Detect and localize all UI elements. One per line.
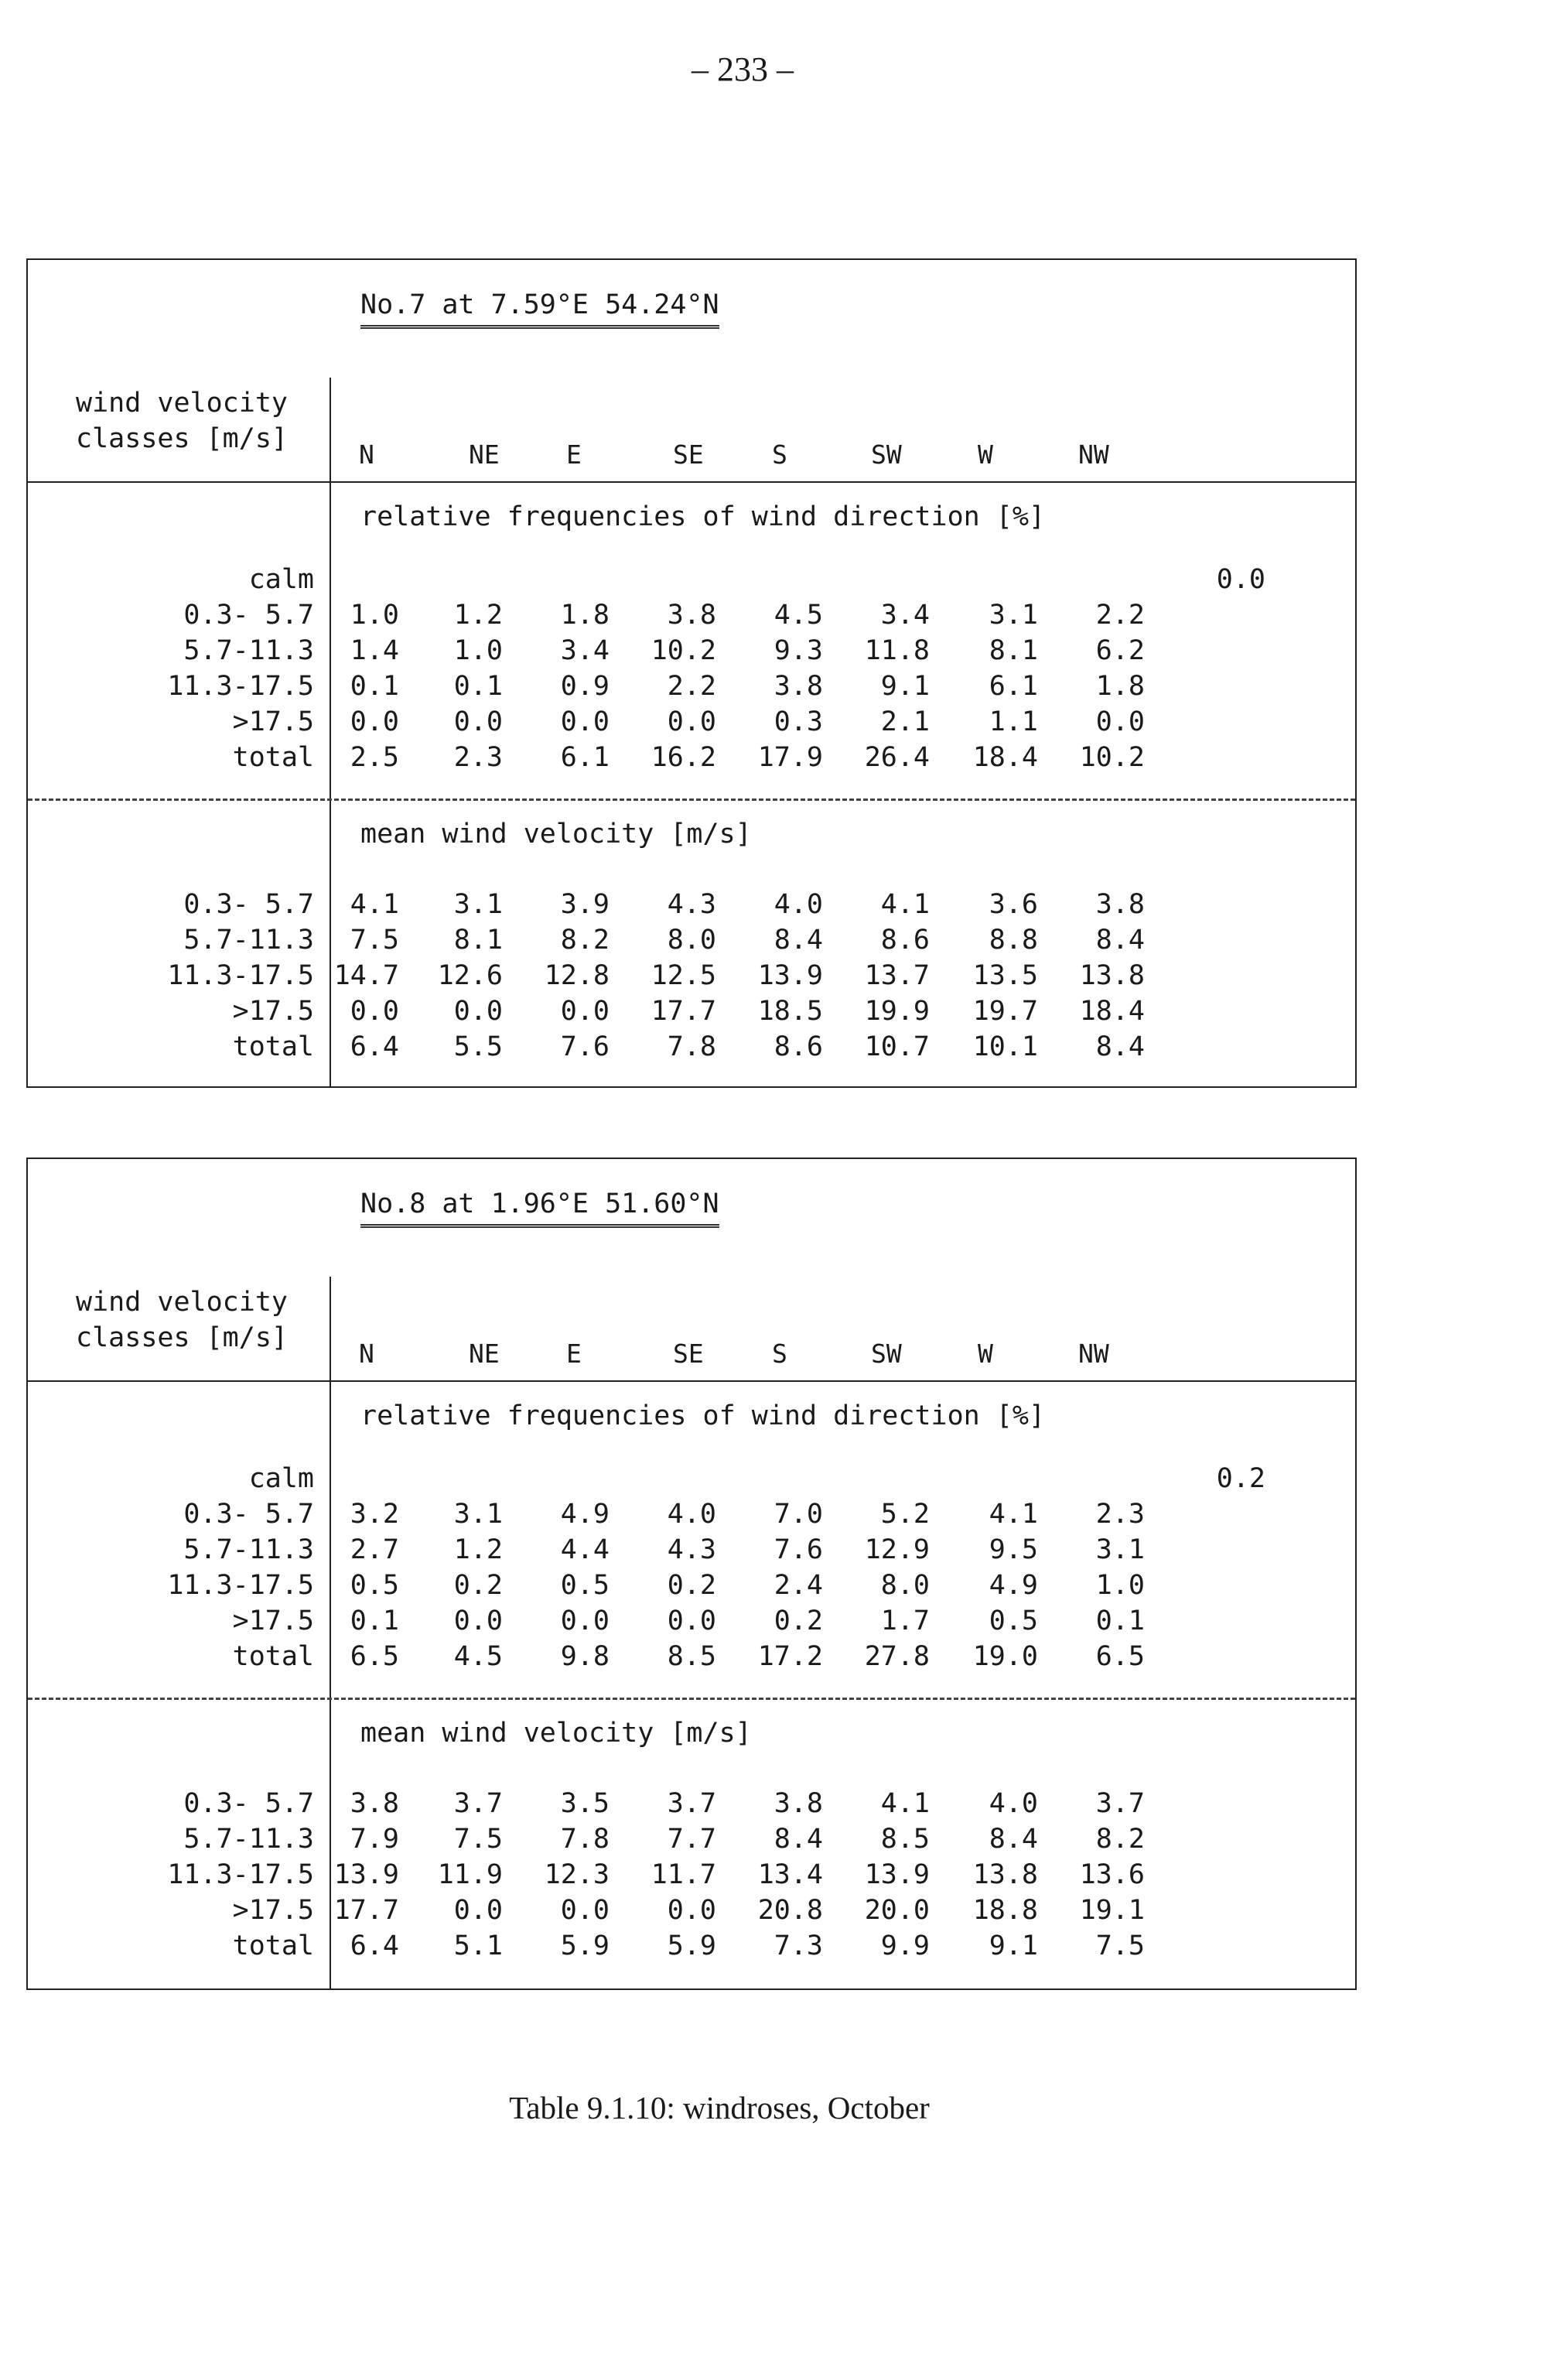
- mean-cell: 14.7: [333, 960, 399, 991]
- mean-cell: 6.4: [350, 1031, 399, 1062]
- calm-label: calm: [248, 564, 314, 595]
- mean-cell: 6.4: [350, 1930, 399, 1961]
- freq-cell: 0.0: [560, 706, 610, 737]
- freq-cell: 3.8: [774, 671, 823, 702]
- mean-cell: 0.0: [453, 996, 503, 1027]
- mean-cell: 13.9: [757, 960, 823, 991]
- mean-cell: 4.0: [989, 1788, 1038, 1819]
- freq-cell: 9.3: [774, 635, 823, 666]
- freq-cell: 0.0: [560, 1605, 610, 1636]
- section-title-mean-velocity: mean wind velocity [m/s]: [360, 819, 752, 850]
- frequency-class-labels: calm 0.3- 5.7 5.7-11.3 11.3-17.5 >17.5 total: [28, 562, 314, 775]
- mean-cell: 13.9: [864, 1859, 930, 1890]
- freq-cell: 0.0: [667, 1605, 716, 1636]
- freq-cell: 3.1: [453, 1499, 503, 1530]
- mean-cell: 8.6: [774, 1031, 823, 1062]
- mean-cell: 12.8: [544, 960, 610, 991]
- freq-cell: 16.2: [651, 742, 716, 773]
- freq-cell: 6.1: [560, 742, 610, 773]
- freq-cell: 3.4: [880, 600, 930, 631]
- mean-cell: 8.8: [989, 925, 1038, 956]
- section-title-mean-velocity: mean wind velocity [m/s]: [360, 1718, 752, 1749]
- freq-cell: 0.5: [560, 1570, 610, 1601]
- freq-cell: 4.4: [560, 1534, 610, 1565]
- freq-cell: 0.0: [453, 706, 503, 737]
- freq-cell: 0.5: [350, 1570, 399, 1601]
- freq-cell: 2.4: [774, 1570, 823, 1601]
- direction-header-nw: NW: [1078, 1339, 1109, 1369]
- mean-cell: 12.6: [437, 960, 503, 991]
- direction-header-ne: NE: [469, 1339, 500, 1369]
- direction-header-e: E: [566, 439, 582, 470]
- freq-cell: 0.2: [667, 1570, 716, 1601]
- freq-cell: 26.4: [864, 742, 930, 773]
- freq-cell: 2.2: [1095, 600, 1145, 631]
- frequency-class-labels: calm 0.3- 5.7 5.7-11.3 11.3-17.5 >17.5 total: [28, 1461, 314, 1674]
- freq-cell: 0.0: [453, 1605, 503, 1636]
- windrose-table-no7: [26, 258, 1357, 1088]
- mean-cell: 7.5: [350, 925, 399, 956]
- mean-cell: 8.4: [1095, 1031, 1145, 1062]
- header-divider: [28, 1380, 1355, 1382]
- mean-cell: 8.2: [560, 925, 610, 956]
- mean-cell: 3.8: [350, 1788, 399, 1819]
- freq-cell: 4.3: [667, 1534, 716, 1565]
- mean-cell: 12.5: [651, 960, 716, 991]
- freq-cell: 0.3: [774, 706, 823, 737]
- mean-cell: 7.5: [453, 1824, 503, 1855]
- header-divider: [28, 481, 1355, 483]
- mean-cell: 13.8: [1079, 960, 1145, 991]
- freq-cell: 0.1: [1095, 1605, 1145, 1636]
- mean-cell: 8.5: [880, 1824, 930, 1855]
- mean-cell: 5.5: [453, 1031, 503, 1062]
- freq-cell: 3.2: [350, 1499, 399, 1530]
- mean-cell: 17.7: [333, 1895, 399, 1926]
- freq-cell: 4.9: [989, 1570, 1038, 1601]
- freq-cell: 0.9: [560, 671, 610, 702]
- direction-header-se: SE: [673, 439, 704, 470]
- mean-cell: 0.0: [350, 996, 399, 1027]
- mean-cell: 18.4: [1079, 996, 1145, 1027]
- freq-cell: 3.1: [989, 600, 1038, 631]
- freq-cell: 1.4: [350, 635, 399, 666]
- mean-cell: 5.9: [560, 1930, 610, 1961]
- freq-cell: 0.1: [350, 1605, 399, 1636]
- mean-cell: 7.8: [560, 1824, 610, 1855]
- direction-header-sw: SW: [871, 1339, 902, 1369]
- freq-cell: 2.3: [453, 742, 503, 773]
- station-title: No.8 at 1.96°E 51.60°N: [360, 1188, 719, 1219]
- freq-cell: 8.0: [880, 1570, 930, 1601]
- mean-cell: 4.1: [350, 889, 399, 920]
- mean-cell: 18.5: [757, 996, 823, 1027]
- freq-cell: 2.1: [880, 706, 930, 737]
- freq-cell: 1.2: [453, 1534, 503, 1565]
- mean-cell: 4.1: [880, 889, 930, 920]
- freq-cell: 1.0: [1095, 1570, 1145, 1601]
- freq-cell: 4.5: [453, 1641, 503, 1672]
- mean-cell: 4.0: [774, 889, 823, 920]
- mean-cell: 7.5: [1095, 1930, 1145, 1961]
- row-header: wind velocity classes [m/s]: [76, 388, 288, 454]
- station-title: No.7 at 7.59°E 54.24°N: [360, 289, 719, 320]
- section-divider: [28, 1698, 1355, 1700]
- direction-header-s: S: [772, 439, 787, 470]
- freq-cell: 17.2: [757, 1641, 823, 1672]
- freq-cell: 9.5: [989, 1534, 1038, 1565]
- mean-cell: 13.6: [1079, 1859, 1145, 1890]
- freq-cell: 6.2: [1095, 635, 1145, 666]
- mean-cell: 8.4: [1095, 925, 1145, 956]
- calm-label: calm: [248, 1463, 314, 1494]
- mean-cell: 10.7: [864, 1031, 930, 1062]
- mean-cell: 0.0: [667, 1895, 716, 1926]
- mean-class-labels: 0.3- 5.7 5.7-11.3 11.3-17.5 >17.5 total: [167, 889, 314, 1062]
- freq-cell: 9.1: [880, 671, 930, 702]
- freq-cell: 1.0: [453, 635, 503, 666]
- freq-cell: 6.5: [350, 1641, 399, 1672]
- mean-cell: 7.9: [350, 1824, 399, 1855]
- mean-cell: 8.1: [453, 925, 503, 956]
- direction-header-nw: NW: [1078, 439, 1109, 470]
- freq-cell: 19.0: [972, 1641, 1038, 1672]
- mean-cell: 12.3: [544, 1859, 610, 1890]
- mean-cell: 13.9: [333, 1859, 399, 1890]
- mean-cell: 4.3: [667, 889, 716, 920]
- mean-cell: 11.7: [651, 1859, 716, 1890]
- freq-cell: 12.9: [864, 1534, 930, 1565]
- section-title-frequencies: relative frequencies of wind direction [%]: [360, 1400, 1046, 1431]
- freq-cell: 0.0: [667, 706, 716, 737]
- direction-header-sw: SW: [871, 439, 902, 470]
- calm-value: 0.2: [1216, 1463, 1265, 1494]
- freq-cell: 4.5: [774, 600, 823, 631]
- mean-cell: 11.9: [437, 1859, 503, 1890]
- freq-cell: 1.8: [560, 600, 610, 631]
- freq-cell: 8.1: [989, 635, 1038, 666]
- mean-cell: 8.4: [989, 1824, 1038, 1855]
- mean-cell: 7.7: [667, 1824, 716, 1855]
- freq-cell: 10.2: [1079, 742, 1145, 773]
- freq-cell: 1.0: [350, 600, 399, 631]
- mean-cell: 5.1: [453, 1930, 503, 1961]
- mean-cell: 3.7: [1095, 1788, 1145, 1819]
- mean-cell: 0.0: [560, 996, 610, 1027]
- mean-cell: 8.2: [1095, 1824, 1145, 1855]
- freq-cell: 0.0: [1095, 706, 1145, 737]
- freq-cell: 3.4: [560, 635, 610, 666]
- section-divider: [28, 798, 1355, 801]
- section-title-frequencies: relative frequencies of wind direction [%]: [360, 501, 1046, 532]
- mean-cell: 3.8: [774, 1788, 823, 1819]
- mean-cell: 3.1: [453, 889, 503, 920]
- freq-cell: 7.0: [774, 1499, 823, 1530]
- mean-cell: 7.3: [774, 1930, 823, 1961]
- windrose-table-no8: [26, 1158, 1357, 1990]
- freq-cell: 10.2: [651, 635, 716, 666]
- direction-header-w: W: [978, 1339, 993, 1369]
- direction-header-n: N: [359, 439, 374, 470]
- freq-cell: 0.2: [774, 1605, 823, 1636]
- table-caption: Table 9.1.10: windroses, October: [509, 2090, 930, 2125]
- mean-cell: 20.8: [757, 1895, 823, 1926]
- freq-cell: 7.6: [774, 1534, 823, 1565]
- freq-cell: 18.4: [972, 742, 1038, 773]
- freq-cell: 4.9: [560, 1499, 610, 1530]
- mean-cell: 0.0: [560, 1895, 610, 1926]
- mean-cell: 9.9: [880, 1930, 930, 1961]
- freq-cell: 6.1: [989, 671, 1038, 702]
- mean-cell: 8.4: [774, 1824, 823, 1855]
- mean-cell: 3.5: [560, 1788, 610, 1819]
- mean-cell: 20.0: [864, 1895, 930, 1926]
- row-header: wind velocity classes [m/s]: [76, 1287, 288, 1353]
- direction-header-e: E: [566, 1339, 582, 1369]
- freq-cell: 2.7: [350, 1534, 399, 1565]
- mean-cell: 0.0: [453, 1895, 503, 1926]
- freq-cell: 27.8: [864, 1641, 930, 1672]
- mean-cell: 13.8: [972, 1859, 1038, 1890]
- freq-cell: 9.8: [560, 1641, 610, 1672]
- freq-cell: 1.8: [1095, 671, 1145, 702]
- mean-cell: 10.1: [972, 1031, 1038, 1062]
- freq-cell: 0.2: [453, 1570, 503, 1601]
- mean-cell: 5.9: [667, 1930, 716, 1961]
- mean-cell: 3.8: [1095, 889, 1145, 920]
- mean-cell: 3.9: [560, 889, 610, 920]
- direction-header-n: N: [359, 1339, 374, 1369]
- freq-cell: 1.1: [989, 706, 1038, 737]
- direction-header-se: SE: [673, 1339, 704, 1369]
- mean-cell: 17.7: [651, 996, 716, 1027]
- mean-cell: 4.1: [880, 1788, 930, 1819]
- freq-cell: 11.8: [864, 635, 930, 666]
- freq-cell: 2.2: [667, 671, 716, 702]
- mean-cell: 8.0: [667, 925, 716, 956]
- freq-cell: 0.1: [453, 671, 503, 702]
- freq-cell: 2.5: [350, 742, 399, 773]
- mean-cell: 7.6: [560, 1031, 610, 1062]
- freq-cell: 6.5: [1095, 1641, 1145, 1672]
- freq-cell: 5.2: [880, 1499, 930, 1530]
- mean-class-labels: 0.3- 5.7 5.7-11.3 11.3-17.5 >17.5 total: [167, 1788, 314, 1961]
- mean-cell: 19.1: [1079, 1895, 1145, 1926]
- freq-cell: 3.8: [667, 600, 716, 631]
- freq-cell: 1.2: [453, 600, 503, 631]
- freq-cell: 8.5: [667, 1641, 716, 1672]
- freq-cell: 0.1: [350, 671, 399, 702]
- mean-cell: 13.4: [757, 1859, 823, 1890]
- freq-cell: 4.0: [667, 1499, 716, 1530]
- page-number: – 233 –: [692, 50, 794, 88]
- freq-cell: 3.1: [1095, 1534, 1145, 1565]
- freq-cell: 4.1: [989, 1499, 1038, 1530]
- calm-value: 0.0: [1216, 564, 1265, 595]
- mean-cell: 3.7: [453, 1788, 503, 1819]
- freq-cell: 1.7: [880, 1605, 930, 1636]
- mean-cell: 19.9: [864, 996, 930, 1027]
- mean-cell: 13.5: [972, 960, 1038, 991]
- freq-cell: 0.5: [989, 1605, 1038, 1636]
- freq-cell: 2.3: [1095, 1499, 1145, 1530]
- mean-cell: 19.7: [972, 996, 1038, 1027]
- mean-cell: 8.6: [880, 925, 930, 956]
- mean-cell: 7.8: [667, 1031, 716, 1062]
- mean-cell: 3.7: [667, 1788, 716, 1819]
- mean-cell: 18.8: [972, 1895, 1038, 1926]
- mean-cell: 3.6: [989, 889, 1038, 920]
- freq-cell: 0.0: [350, 706, 399, 737]
- freq-cell: 17.9: [757, 742, 823, 773]
- mean-cell: 13.7: [864, 960, 930, 991]
- direction-header-ne: NE: [469, 439, 500, 470]
- direction-header-s: S: [772, 1339, 787, 1369]
- direction-header-w: W: [978, 439, 993, 470]
- mean-cell: 8.4: [774, 925, 823, 956]
- mean-cell: 9.1: [989, 1930, 1038, 1961]
